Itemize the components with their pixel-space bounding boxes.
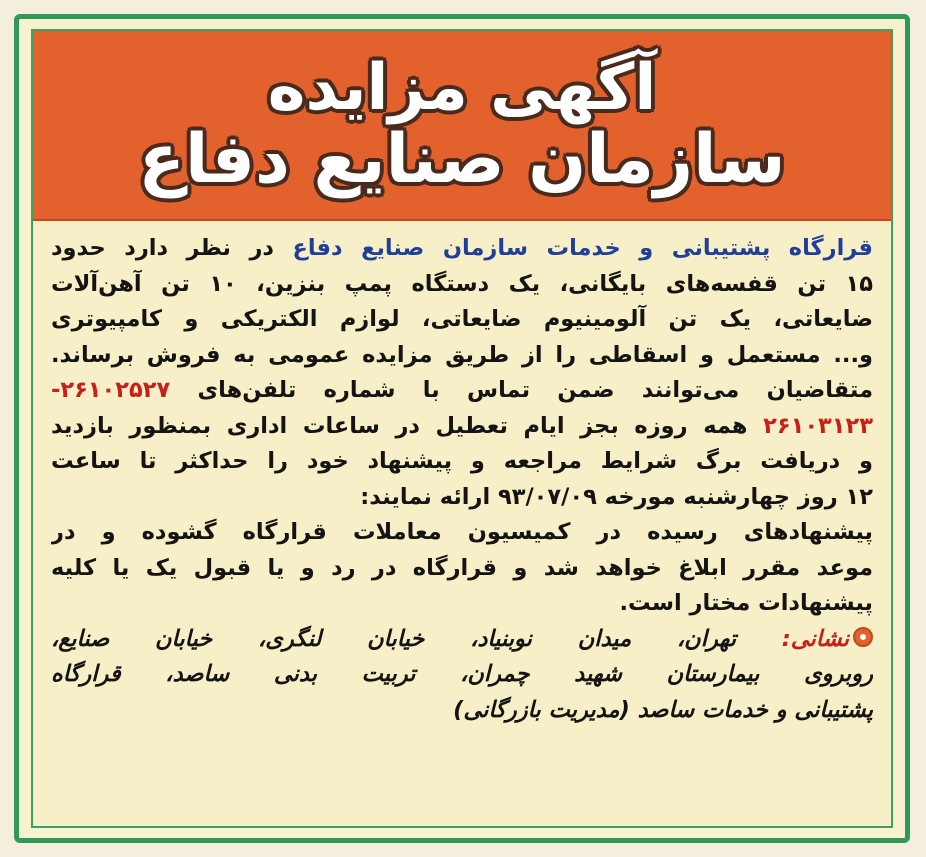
body-line-9: پیشنهادهای رسیده در کمیسیون معاملات قرارگاه گشوده و در [51, 519, 873, 545]
body-line-6 [51, 409, 873, 445]
address-line-1 [51, 622, 873, 658]
address-line-3: پشتیبانی و خدمات ساصد (مدیریت بازرگانی) [453, 696, 873, 723]
phone-number-2: ۲۶۱۰۳۱۲۳ [763, 412, 873, 439]
ad-outer-frame [14, 14, 910, 843]
phone-number-1: ۲۶۱۰۲۵۲۷- [51, 377, 171, 403]
body-line-5-text: متقاضیان می‌توانند ضمن تماس با شماره تلفن‌های [170, 377, 873, 403]
ad-title-line2: سازمان صنایع دفاع [138, 119, 786, 199]
body-line-6-text: همه روزه بجز ایام تعطیل در ساعات اداری بمنظور بازدید [51, 412, 764, 439]
body-line-7: و دریافت برگ شرایط مراجعه و پیشنهاد خود را حداکثر تا ساعت [51, 448, 873, 474]
body-line-1 [51, 231, 873, 267]
organizer-name: قرارگاه پشتیبانی و خدمات سازمان صنایع دفاع [292, 235, 873, 261]
address-bullet-icon [853, 627, 873, 647]
body-line-8: ۱۲ روز چهارشنبه مورخه ۹۳/۰۷/۰۹ ارائه نمایند: [360, 483, 873, 510]
address-label: نشانی: [781, 625, 849, 652]
body-line-1-text: در نظر دارد حدود [51, 235, 293, 261]
address-text-1: تهران، میدان نوبنیاد، خیابان لنگری، خیابان صنایع، [51, 625, 782, 652]
body-line-3: ضایعاتی، یک تن آلومینیوم ضایعاتی، لوازم الکتریکی و کامپیوتری [51, 306, 873, 332]
ad-header [33, 31, 891, 221]
address-line-2: روبروی بیمارستان شهید چمران، تربیت بدنی ساصد، قرارگاه [51, 661, 873, 687]
body-line-5 [51, 373, 873, 409]
ad-body [33, 221, 891, 826]
body-line-11: پیشنهادات مختار است. [619, 590, 873, 616]
body-line-4: و... مستعمل و اسقاطی را از طریق مزایده عمومی به فروش برساند. [51, 341, 873, 368]
body-line-10: موعد مقرر ابلاغ خواهد شد و قرارگاه در رد و یا قبول یک یا کلیه [51, 554, 873, 581]
ad-inner-frame [31, 29, 893, 828]
body-line-2: ۱۵ تن قفسه‌های بایگانی، یک دستگاه پمپ بنزین، ۱۰ تن آهن‌آلات [51, 270, 873, 297]
ad-title-line1: آگهی مزایده [267, 50, 657, 125]
